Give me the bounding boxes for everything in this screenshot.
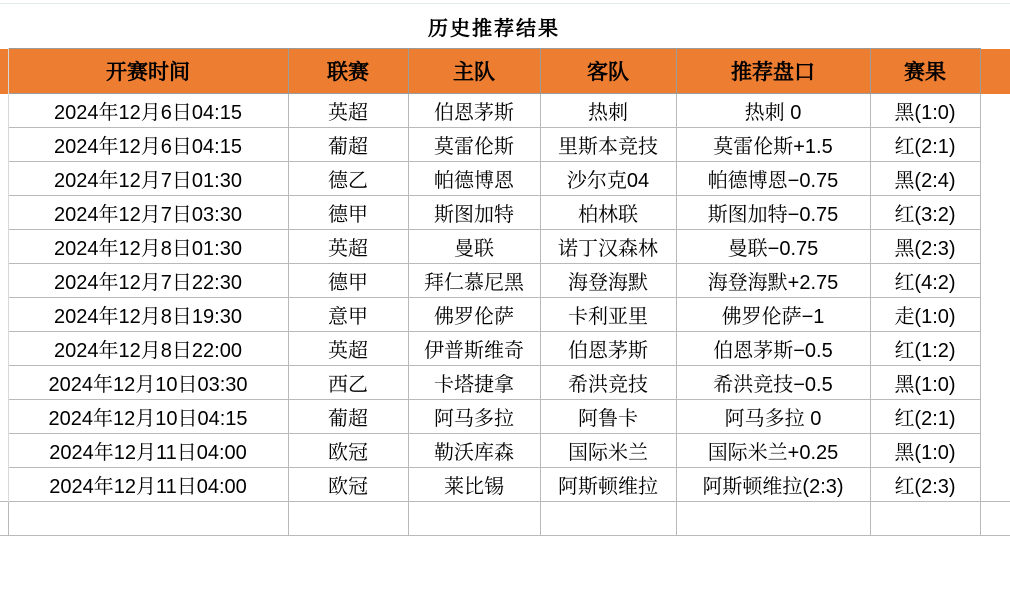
cell-league[interactable]: 德甲: [288, 264, 408, 298]
cell-league[interactable]: 英超: [288, 332, 408, 366]
cell-league[interactable]: 意甲: [288, 298, 408, 332]
cell-time[interactable]: 2024年12月6日04:15: [8, 94, 288, 128]
cell-recommended-handicap[interactable]: 阿马多拉 0: [676, 400, 870, 434]
table-header-row: [0, 49, 1010, 94]
cell-recommended-handicap[interactable]: 热刺 0: [676, 94, 870, 128]
row-gutter-right: [980, 468, 1010, 502]
row-gutter: [0, 128, 8, 162]
title-right-pad: [980, 4, 1010, 49]
row-gutter-right: [980, 502, 1010, 536]
cell-home-team[interactable]: 帕德博恩: [408, 162, 540, 196]
row-gutter-right: [980, 264, 1010, 298]
cell-time[interactable]: 2024年12月11日04:00: [8, 434, 288, 468]
empty-cell[interactable]: [870, 502, 980, 536]
cell-time[interactable]: 2024年12月10日03:30: [8, 366, 288, 400]
cell-result[interactable]: 黑(2:3): [870, 230, 980, 264]
cell-home-team[interactable]: 阿马多拉: [408, 400, 540, 434]
row-gutter-right: [980, 128, 1010, 162]
column-header-result[interactable]: 赛果: [870, 49, 980, 94]
table-row[interactable]: [0, 468, 1010, 502]
cell-league[interactable]: 德甲: [288, 196, 408, 230]
column-header-away[interactable]: 客队: [540, 49, 676, 94]
cell-away-team[interactable]: 阿斯顿维拉: [540, 468, 676, 502]
row-gutter: [0, 49, 8, 94]
cell-away-team[interactable]: 海登海默: [540, 264, 676, 298]
cell-away-team[interactable]: 卡利亚里: [540, 298, 676, 332]
cell-away-team[interactable]: 国际米兰: [540, 434, 676, 468]
cell-home-team[interactable]: 莫雷伦斯: [408, 128, 540, 162]
row-gutter: [0, 400, 8, 434]
cell-away-team[interactable]: 里斯本竞技: [540, 128, 676, 162]
cell-home-team[interactable]: 斯图加特: [408, 196, 540, 230]
cell-recommended-handicap[interactable]: 斯图加特−0.75: [676, 196, 870, 230]
table-row[interactable]: [0, 366, 1010, 400]
table-row[interactable]: [0, 94, 1010, 128]
cell-league[interactable]: 英超: [288, 94, 408, 128]
column-header-pick[interactable]: 推荐盘口: [676, 49, 870, 94]
cell-home-team[interactable]: 曼联: [408, 230, 540, 264]
cell-home-team[interactable]: 莱比锡: [408, 468, 540, 502]
table-row[interactable]: [0, 332, 1010, 366]
cell-away-team[interactable]: 热刺: [540, 94, 676, 128]
row-gutter-right: [980, 230, 1010, 264]
history-results-table: [0, 4, 1010, 536]
cell-home-team[interactable]: 伊普斯维奇: [408, 332, 540, 366]
cell-time[interactable]: 2024年12月6日04:15: [8, 128, 288, 162]
cell-result[interactable]: 红(3:2): [870, 196, 980, 230]
cell-result[interactable]: 红(2:1): [870, 128, 980, 162]
table-row[interactable]: [0, 230, 1010, 264]
empty-row[interactable]: [0, 502, 1010, 536]
row-gutter-right: [980, 94, 1010, 128]
row-gutter: [0, 298, 8, 332]
table-row[interactable]: [0, 400, 1010, 434]
row-gutter-right: [980, 332, 1010, 366]
row-gutter-right: [980, 400, 1010, 434]
row-gutter: [0, 434, 8, 468]
cell-result[interactable]: 红(1:2): [870, 332, 980, 366]
table-row[interactable]: [0, 298, 1010, 332]
cell-result[interactable]: 黑(1:0): [870, 94, 980, 128]
cell-league[interactable]: 英超: [288, 230, 408, 264]
cell-recommended-handicap[interactable]: 伯恩茅斯−0.5: [676, 332, 870, 366]
row-gutter-right: [980, 196, 1010, 230]
cell-away-team[interactable]: 沙尔克04: [540, 162, 676, 196]
cell-result[interactable]: 红(4:2): [870, 264, 980, 298]
column-header-time[interactable]: 开赛时间: [8, 49, 288, 94]
table-row[interactable]: [0, 162, 1010, 196]
row-gutter: [0, 366, 8, 400]
cell-time[interactable]: 2024年12月11日04:00: [8, 468, 288, 502]
row-gutter-right: [980, 434, 1010, 468]
cell-result[interactable]: 黑(2:4): [870, 162, 980, 196]
cell-recommended-handicap[interactable]: 海登海默+2.75: [676, 264, 870, 298]
cell-recommended-handicap[interactable]: 国际米兰+0.25: [676, 434, 870, 468]
table-row[interactable]: [0, 196, 1010, 230]
sheet-bottom-area: [0, 536, 1010, 606]
table-row[interactable]: [0, 434, 1010, 468]
cell-home-team[interactable]: 卡塔捷拿: [408, 366, 540, 400]
cell-recommended-handicap[interactable]: 阿斯顿维拉(2:3): [676, 468, 870, 502]
cell-recommended-handicap[interactable]: 曼联−0.75: [676, 230, 870, 264]
table-row[interactable]: [0, 128, 1010, 162]
cell-recommended-handicap[interactable]: 帕德博恩−0.75: [676, 162, 870, 196]
cell-result[interactable]: 红(2:1): [870, 400, 980, 434]
page-title: 历史推荐结果: [428, 17, 560, 40]
cell-league[interactable]: 德乙: [288, 162, 408, 196]
column-header-league[interactable]: 联赛: [288, 49, 408, 94]
cell-time[interactable]: 2024年12月7日22:30: [8, 264, 288, 298]
cell-recommended-handicap[interactable]: 莫雷伦斯+1.5: [676, 128, 870, 162]
cell-time[interactable]: 2024年12月8日19:30: [8, 298, 288, 332]
row-gutter-right: [980, 298, 1010, 332]
title-left-pad: [0, 4, 8, 49]
row-gutter: [0, 468, 8, 502]
row-gutter-right: [980, 49, 1010, 94]
cell-time[interactable]: 2024年12月7日03:30: [8, 196, 288, 230]
row-gutter: [0, 162, 8, 196]
cell-home-team[interactable]: 伯恩茅斯: [408, 94, 540, 128]
row-gutter: [0, 230, 8, 264]
cell-result[interactable]: 黑(1:0): [870, 434, 980, 468]
row-gutter-right: [980, 366, 1010, 400]
table-row[interactable]: [0, 264, 1010, 298]
cell-away-team[interactable]: 诺丁汉森林: [540, 230, 676, 264]
empty-cell[interactable]: [8, 502, 288, 536]
cell-away-team[interactable]: 伯恩茅斯: [540, 332, 676, 366]
cell-away-team[interactable]: 阿鲁卡: [540, 400, 676, 434]
cell-home-team[interactable]: 勒沃库森: [408, 434, 540, 468]
cell-result[interactable]: 走(1:0): [870, 298, 980, 332]
cell-home-team[interactable]: 拜仁慕尼黑: [408, 264, 540, 298]
row-gutter: [0, 196, 8, 230]
row-gutter: [0, 94, 8, 128]
empty-cell[interactable]: [288, 502, 408, 536]
cell-result[interactable]: 黑(1:0): [870, 366, 980, 400]
cell-recommended-handicap[interactable]: 希洪竞技−0.5: [676, 366, 870, 400]
cell-league[interactable]: 欧冠: [288, 434, 408, 468]
cell-league[interactable]: 西乙: [288, 366, 408, 400]
row-gutter: [0, 332, 8, 366]
empty-cell[interactable]: [676, 502, 870, 536]
column-header-home[interactable]: 主队: [408, 49, 540, 94]
row-gutter: [0, 502, 8, 536]
empty-cell[interactable]: [408, 502, 540, 536]
cell-time[interactable]: 2024年12月7日01:30: [8, 162, 288, 196]
cell-recommended-handicap[interactable]: 佛罗伦萨−1: [676, 298, 870, 332]
cell-league[interactable]: 葡超: [288, 400, 408, 434]
row-gutter-right: [980, 162, 1010, 196]
cell-league[interactable]: 葡超: [288, 128, 408, 162]
cell-league[interactable]: 欧冠: [288, 468, 408, 502]
cell-away-team[interactable]: 柏林联: [540, 196, 676, 230]
row-gutter: [0, 264, 8, 298]
cell-away-team[interactable]: 希洪竞技: [540, 366, 676, 400]
cell-result[interactable]: 红(2:3): [870, 468, 980, 502]
title-row: [0, 4, 1010, 49]
cell-home-team[interactable]: 佛罗伦萨: [408, 298, 540, 332]
cell-time[interactable]: 2024年12月8日22:00: [8, 332, 288, 366]
cell-time[interactable]: 2024年12月10日04:15: [8, 400, 288, 434]
cell-time[interactable]: 2024年12月8日01:30: [8, 230, 288, 264]
empty-cell[interactable]: [540, 502, 676, 536]
